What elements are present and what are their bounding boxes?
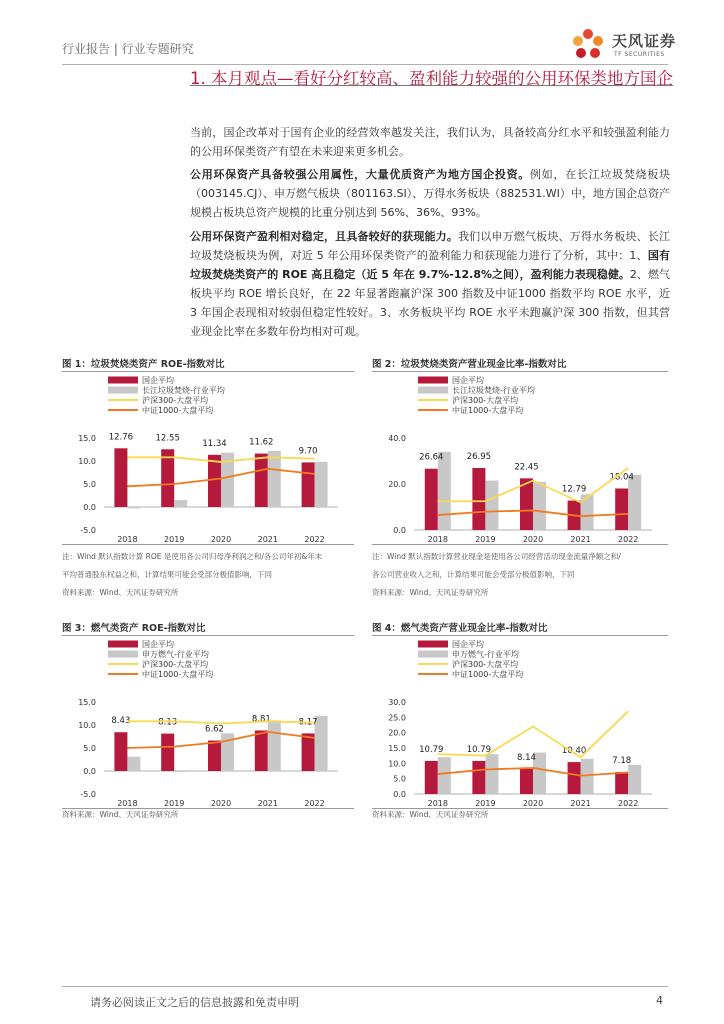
y-tick-label: 15.0 (78, 434, 96, 443)
paragraph-3 (190, 227, 670, 341)
section-title: 1. 本月观点—看好分红较高、盈利能力较强的公用环保类地方国企 (190, 69, 673, 88)
legend-label: 国企平均 (142, 640, 174, 649)
legend-swatch-bar (418, 651, 448, 658)
figure-1-source: 资料来源：Wind、天风证券研究所 (62, 588, 179, 597)
series-line (127, 721, 314, 723)
data-label: 11.34 (202, 438, 227, 449)
y-tick-label: 10.0 (388, 759, 406, 769)
figure-2 (372, 356, 668, 546)
bar (114, 448, 127, 507)
paragraph-1: 当前，国企改革对于国有企业的经营效率越发关注，我们认为，具备较高分红水平和较强盈利能力的公用环保类资产有望在未来迎来更多机会。 (190, 126, 670, 158)
bar (438, 757, 451, 794)
legend-label: 长江垃圾焚烧-行业平均 (142, 386, 225, 395)
figure-1-title: 图 1：垃圾焚烧类资产 ROE-指数对比 (62, 359, 225, 370)
y-tick-label: 25.0 (388, 713, 406, 723)
bar (174, 500, 187, 507)
x-tick-label: 2018 (117, 535, 138, 544)
y-tick-label: 5.0 (83, 480, 96, 489)
data-label: 8.43 (111, 716, 131, 727)
figure-4 (372, 620, 668, 810)
bar (315, 462, 328, 507)
bar (302, 733, 315, 771)
bar (161, 734, 174, 771)
y-tick-label: 5.0 (393, 774, 406, 784)
bar (425, 761, 438, 794)
x-tick-label: 2018 (427, 799, 448, 808)
data-label: 6.62 (205, 724, 224, 735)
data-label: 8.14 (517, 753, 536, 764)
figure-3-chart (62, 628, 354, 808)
x-tick-label: 2019 (475, 799, 496, 808)
flower-logo-icon (568, 24, 608, 64)
bar (127, 757, 140, 771)
figure-4-chart (372, 628, 668, 808)
figure-4-source: 资料来源：Wind、天风证券研究所 (372, 810, 489, 819)
bar (127, 507, 140, 508)
data-label: 18.04 (609, 472, 634, 483)
data-label: 7.18 (612, 755, 632, 766)
bar (208, 741, 221, 771)
x-tick-label: 2021 (257, 799, 278, 808)
x-tick-label: 2022 (304, 799, 325, 808)
y-tick-label: 0.0 (83, 503, 96, 512)
x-tick-label: 2020 (522, 535, 544, 544)
data-label: 10.79 (466, 744, 492, 755)
data-label: 12.55 (155, 433, 180, 444)
bar (615, 489, 628, 530)
figure-1-chart (62, 364, 354, 544)
legend-label: 国企平均 (142, 376, 174, 385)
legend-swatch-bar (108, 377, 138, 384)
y-tick-label: 0.0 (393, 526, 406, 535)
y-tick-label: -5.0 (80, 526, 96, 535)
legend-label: 沪深300-大盘平均 (452, 660, 519, 669)
bar (425, 469, 438, 530)
x-tick-label: 2022 (618, 799, 639, 808)
y-tick-label: 0.0 (393, 790, 406, 799)
y-tick-label: 10.0 (78, 721, 96, 730)
legend-swatch-bar (108, 641, 138, 648)
y-tick-label: 0.0 (83, 767, 96, 776)
bar (268, 451, 281, 507)
footer-disclaimer: 请务必阅读正文之后的信息披露和免责申明 (90, 996, 299, 1009)
y-tick-label: 40.0 (388, 434, 406, 443)
bar (628, 765, 641, 794)
data-label: 12.79 (561, 484, 587, 495)
bar (533, 482, 546, 530)
figure-2-note-2: 各公司营业收入之和，计算结果可能会受部分极值影响，下同 (372, 570, 575, 579)
header-divider (62, 64, 668, 65)
x-tick-label: 2021 (257, 535, 278, 544)
x-tick-label: 2018 (117, 799, 138, 808)
x-tick-label: 2019 (475, 535, 496, 544)
x-tick-label: 2020 (210, 535, 232, 544)
y-tick-label: 30.0 (388, 698, 406, 707)
legend-swatch-bar (418, 387, 448, 394)
legend-label: 国企平均 (452, 640, 484, 649)
bar (438, 452, 451, 530)
legend-swatch-bar (418, 641, 448, 648)
figure-4-title: 图 4：燃气类资产营业现金比率-指数对比 (372, 623, 548, 634)
legend-swatch-bar (418, 377, 448, 384)
bar (208, 455, 221, 507)
figure-1-bottom-rule (62, 544, 354, 545)
legend-swatch-bar (108, 651, 138, 658)
data-label: 10.79 (419, 744, 444, 755)
x-tick-label: 2021 (570, 535, 591, 544)
x-tick-label: 2020 (522, 799, 544, 808)
legend-label: 申万燃气-行业平均 (142, 650, 209, 659)
legend-swatch-bar (108, 387, 138, 394)
report-category: 行业报告 | 行业专题研究 (62, 42, 194, 56)
x-tick-label: 2022 (618, 535, 639, 544)
data-label: 8.81 (251, 714, 271, 725)
figure-2-note-1: 注：Wind 默认指数计算营业现金是使用各公司经营活动现金流量净额之和/ (372, 552, 621, 561)
brand-name-en: TF SECURITIES (614, 51, 665, 58)
legend-label: 中证1000-大盘平均 (142, 406, 214, 415)
figure-2-title: 图 2：垃圾焚烧类资产营业现金比率-指数对比 (372, 359, 567, 370)
y-tick-label: 20.0 (388, 728, 406, 738)
paragraph-2-text: 例如，在长江垃圾焚烧板块（003145.CJ）、申万燃气板块（801163.SI）、万得水务板块（882531.WI）中，地方国企总资产规模占板块总资产规模的比重分别达到 56%、36%、93%。 (190, 168, 671, 219)
paragraph-2-emphasis: 公用环保资产具备较强公用属性，大量优质资产为地方国企投资。 (190, 168, 531, 181)
data-label: 8.13 (158, 717, 178, 728)
x-tick-label: 2019 (164, 535, 185, 544)
figure-2-bottom-rule (372, 544, 668, 545)
bar (520, 769, 533, 794)
bar (568, 762, 581, 794)
y-tick-label: 15.0 (388, 744, 406, 753)
brand-logo (568, 24, 698, 64)
figure-1-note-1: 注：Wind 默认指数计算 ROE 是使用各公司归母净利润之和/各公司年初&年末 (62, 552, 323, 561)
y-tick-label: 10.0 (78, 457, 96, 466)
bar (485, 754, 498, 794)
y-tick-label: 15.0 (78, 698, 96, 707)
legend-label: 沪深300-大盘平均 (142, 396, 209, 405)
paragraph-3-emphasis-2: 国有垃圾焚烧类资产的 ROE 高且稳定（近 5 年在 9.7%-12.8%之间），盈利能力表现稳健。 (190, 249, 670, 281)
footer-divider (62, 986, 668, 987)
paragraph-2 (190, 165, 670, 222)
legend-label: 长江垃圾焚烧-行业平均 (452, 386, 535, 395)
legend-label: 中证1000-大盘平均 (452, 670, 524, 679)
bar (472, 761, 485, 794)
figure-2-chart (372, 364, 668, 544)
bar (615, 772, 628, 794)
y-tick-label: -5.0 (80, 790, 96, 799)
x-tick-label: 2018 (427, 535, 448, 544)
x-tick-label: 2022 (304, 535, 325, 544)
legend-label: 沪深300-大盘平均 (142, 660, 209, 669)
brand-name: 天风证券 (612, 32, 677, 50)
data-label: 12.76 (108, 432, 134, 443)
bar (628, 475, 641, 530)
legend-label: 国企平均 (452, 376, 484, 385)
bar (485, 481, 498, 530)
legend-label: 申万燃气-行业平均 (452, 650, 519, 659)
paragraph-3-text-2: 2、燃气板块平均 ROE 增长良好，在 22 年显著跑赢沪深 300 指数及中证1000 指数平均 ROE 水平，近 3 年国企表现相对较弱但稳定性较好。3、水务板块平均 ROE 水平未跑赢沪深 300 指数，但其营业现金比率在多数年份均相对可观。 (190, 268, 670, 338)
legend-label: 中证1000-大盘平均 (452, 406, 524, 415)
x-tick-label: 2019 (164, 799, 185, 808)
x-tick-label: 2020 (210, 799, 232, 808)
y-tick-label: 5.0 (83, 744, 96, 753)
paragraph-3-text-1: 我们以申万燃气板块、万得水务板块、长江垃圾焚烧板块为例，对近 5 年公用环保类资产的盈利能力和获现能力进行了分析，其中：1、 (190, 230, 670, 262)
figure-3 (62, 620, 354, 810)
legend-label: 沪深300-大盘平均 (452, 396, 519, 405)
bar (114, 732, 127, 771)
data-label: 10.40 (561, 746, 587, 757)
figure-1 (62, 356, 354, 546)
data-label: 9.70 (298, 446, 318, 457)
figure-2-source: 资料来源：Wind、天风证券研究所 (372, 588, 489, 597)
page-number: 4 (656, 994, 663, 1007)
bar (581, 494, 594, 530)
data-label: 22.45 (514, 462, 539, 473)
bar (472, 468, 485, 530)
data-label: 11.62 (249, 437, 274, 448)
y-tick-label: 20.0 (388, 480, 406, 489)
bar (255, 730, 268, 771)
figure-3-source: 资料来源：Wind、天风证券研究所 (62, 810, 179, 819)
figure-3-title: 图 3：燃气类资产 ROE-指数对比 (62, 623, 206, 634)
bar (174, 771, 187, 772)
data-label: 26.95 (466, 452, 492, 463)
paragraph-3-emphasis-1: 公用环保资产盈利相对稳定，且具备较好的获现能力。 (190, 230, 458, 243)
bar (268, 720, 281, 771)
legend-label: 中证1000-大盘平均 (142, 670, 214, 679)
data-label: 26.64 (419, 452, 444, 463)
x-tick-label: 2021 (570, 799, 591, 808)
bar (302, 462, 315, 507)
bar (255, 454, 268, 507)
data-label: 8.17 (298, 717, 318, 728)
figure-1-note-2: 平均普通股东权益之和，计算结果可能会受部分极值影响，下同 (62, 570, 272, 579)
